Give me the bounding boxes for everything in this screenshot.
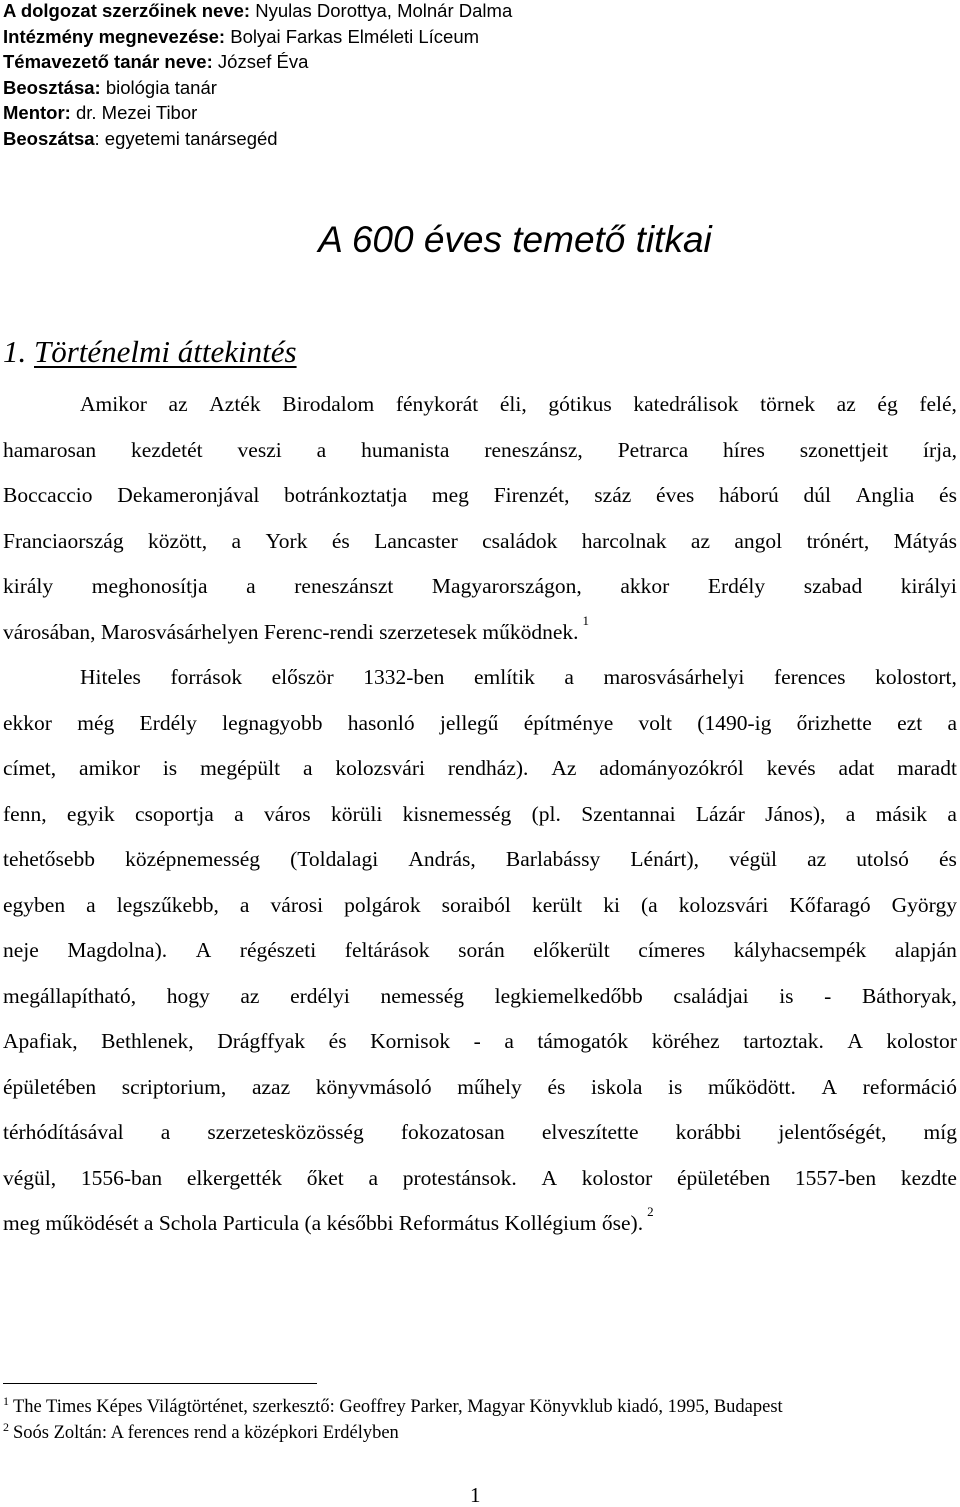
word: utolsó <box>856 847 909 871</box>
word: Amikor <box>80 392 147 416</box>
word: város <box>264 801 311 826</box>
word: A <box>821 1074 838 1099</box>
paragraph-line <box>3 519 957 565</box>
word: angol <box>734 528 783 553</box>
word: ég <box>877 392 898 416</box>
word: törnek <box>760 392 816 416</box>
word: felé, <box>919 392 957 416</box>
word: György <box>891 892 957 917</box>
paragraph-line <box>3 928 957 974</box>
word: még <box>77 710 115 735</box>
institution-line <box>3 24 512 50</box>
mentor-role-line <box>3 126 512 152</box>
word: Báthoryak, <box>861 983 957 1008</box>
word: működött. <box>708 1074 796 1099</box>
word: dúl <box>803 483 831 507</box>
word: végül, <box>3 1165 57 1190</box>
word: humanista <box>361 437 450 462</box>
paragraph-line <box>3 974 957 1020</box>
page-number: 1 <box>470 1483 481 1507</box>
word: kezdte <box>900 1165 957 1190</box>
paragraph-line <box>3 837 957 883</box>
word: kolozsvári <box>335 756 425 780</box>
word: feltárások <box>344 938 430 962</box>
word: is <box>779 983 794 1008</box>
word: - <box>473 1029 481 1053</box>
teacher-role-value: biológia tanár <box>105 76 217 98</box>
word: 1332-ben <box>363 665 445 689</box>
word: reneszánszt <box>294 574 394 598</box>
institution-value: Bolyai Farkas Elméleti Líceum <box>230 25 480 47</box>
word: Lénárt), <box>630 847 700 871</box>
word: körüli <box>330 801 383 826</box>
word: neje <box>3 938 39 962</box>
authors-line <box>3 0 512 24</box>
document-title: A 600 éves temető titkai <box>318 219 712 260</box>
word: Anglia <box>855 483 915 507</box>
word: Birodalom <box>282 392 375 416</box>
word: reformáció <box>862 1074 957 1099</box>
word: címet, <box>3 756 57 780</box>
word: Franciaország <box>3 528 124 553</box>
word: egyben <box>3 892 66 917</box>
author-info-block <box>3 0 512 151</box>
word: a <box>368 1165 378 1190</box>
word: adományozókról <box>599 756 744 780</box>
mentor-line <box>3 100 512 126</box>
word: másik <box>875 801 928 826</box>
word: köréhez <box>651 1029 720 1053</box>
word: elkergették <box>186 1165 282 1190</box>
footnote-text: The Times Képes Világtörténet, szerkesztő: Geoffrey Parker, Magyar Könyvklub kiadó, 1995, Budapest <box>13 1397 783 1417</box>
word: városi <box>270 892 324 917</box>
footnote-1 <box>3 1394 783 1420</box>
footnotes <box>3 1394 783 1446</box>
word: kezdetét <box>131 437 203 462</box>
word: őrizhette <box>796 710 872 735</box>
paragraph-line <box>3 792 957 838</box>
paragraph-line: városában, Marosvásárhelyen Ferenc-rendi szerzetesek működnek. $^1$ <box>3 612 589 644</box>
section-heading <box>3 333 297 371</box>
word: nemesség <box>380 983 465 1008</box>
word: és <box>938 847 957 871</box>
word: szerzetesközösség <box>207 1120 364 1144</box>
word: Firenzét, <box>493 483 570 507</box>
word: Lancaster <box>374 528 458 553</box>
word: 1556-ban <box>80 1165 163 1190</box>
word: tartoztak. <box>743 1029 824 1053</box>
word: ferences <box>773 665 846 689</box>
word: az <box>836 392 856 416</box>
body-text <box>3 382 957 1247</box>
word: említik <box>473 665 535 689</box>
word: Petrarca <box>617 437 689 462</box>
word: ekkor <box>3 710 52 735</box>
word: az <box>240 983 260 1008</box>
word: harcolnak <box>581 528 667 553</box>
word: az <box>168 392 188 416</box>
word: is <box>162 756 178 780</box>
word: azaz <box>251 1074 291 1099</box>
word: a <box>302 756 313 780</box>
word: ezt <box>897 710 923 735</box>
word: jelentőségét, <box>778 1120 887 1144</box>
word: (1490-ig <box>697 710 772 735</box>
paragraph-line <box>3 428 957 474</box>
authors-value: Nyulas Dorottya, Molnár Dalma <box>255 0 513 21</box>
word: régészeti <box>239 938 317 962</box>
word: a <box>246 574 256 598</box>
word: a <box>316 437 327 462</box>
word: és <box>939 483 957 507</box>
word: szabad <box>803 574 863 598</box>
word: egyik <box>66 801 115 826</box>
word: kolostor <box>581 1165 653 1190</box>
paragraph-line <box>3 1065 957 1111</box>
word: a <box>86 892 96 917</box>
word: csoportja <box>135 801 214 826</box>
word: a <box>160 1120 171 1144</box>
word: fenn, <box>3 801 47 826</box>
word: Kőfaragó <box>789 892 871 917</box>
word: meghonosítja <box>91 574 208 598</box>
word: erdélyi <box>290 983 350 1008</box>
word: trónért, <box>806 528 870 553</box>
word: veszi <box>237 437 282 462</box>
word: írja, <box>922 437 957 462</box>
word: Boccaccio <box>3 483 93 507</box>
word: maradt <box>897 756 957 780</box>
paragraph-line <box>3 1110 957 1156</box>
word: éli, <box>499 392 527 416</box>
word: A <box>195 938 212 962</box>
word: a <box>239 892 250 917</box>
word: protestánsok. <box>402 1165 517 1190</box>
word: gótikus <box>548 392 612 416</box>
word: (pl. <box>531 801 561 826</box>
teacher-label: Témavezető tanár neve: <box>3 51 213 72</box>
word: királyi <box>900 574 957 598</box>
mentor-role-value: : egyetemi tanársegéd <box>94 127 278 149</box>
word: megépült <box>200 756 281 780</box>
footnote-2 <box>3 1420 783 1446</box>
word: András, <box>408 847 476 871</box>
word: Drágffyak <box>217 1029 306 1053</box>
word: a <box>234 801 244 826</box>
word: Az <box>551 756 577 780</box>
teacher-role-label: Beosztása: <box>3 76 101 98</box>
word: A <box>541 1165 558 1190</box>
word: hasonló <box>347 710 415 735</box>
word: az <box>807 847 827 871</box>
word: őket <box>306 1165 344 1190</box>
teacher-role-line <box>3 75 512 101</box>
word: a <box>564 665 574 689</box>
footnote-text: Soós Zoltán: A ferences rend a középkori Erdélyben <box>13 1423 399 1443</box>
word: előkerült <box>533 938 610 962</box>
institution-label: Intézmény megnevezése: <box>3 25 226 47</box>
word: tehetősebb <box>3 847 95 871</box>
footnote-separator <box>3 1383 317 1384</box>
word: Erdély <box>707 574 766 598</box>
word: fokozatosan <box>400 1120 505 1144</box>
word: Apafiak, <box>3 1029 78 1053</box>
word: száz <box>594 483 632 507</box>
word: A <box>847 1029 863 1053</box>
word: Mátyás <box>893 528 957 553</box>
word: épületében <box>3 1074 97 1099</box>
word: műhely <box>457 1074 522 1099</box>
word: az <box>690 528 710 553</box>
word: adat <box>838 756 875 780</box>
word: - <box>824 983 832 1008</box>
word: alapján <box>894 938 957 962</box>
paragraph-line <box>3 883 957 929</box>
word: meg <box>431 483 469 507</box>
word: Barlabássy <box>505 847 601 871</box>
word: kisnemesség <box>402 801 512 826</box>
word: botránkoztatja <box>284 483 408 507</box>
word: a <box>845 801 856 826</box>
word: szonettjeit <box>799 437 889 462</box>
word: (Toldalagi <box>290 847 379 871</box>
word: és <box>331 528 350 553</box>
word: Erdély <box>139 710 197 735</box>
word: Dekameronjával <box>117 483 260 507</box>
word: reneszánsz, <box>484 437 583 462</box>
word: ki <box>603 892 620 917</box>
word: épületében <box>677 1165 771 1190</box>
word: hogy <box>166 983 210 1008</box>
word: támogatók <box>537 1029 629 1053</box>
word: címeres <box>638 938 706 962</box>
teacher-value: József Éva <box>217 51 309 72</box>
word: soraiból <box>441 892 511 917</box>
word: kevés <box>766 756 816 780</box>
word: legkiemelkedőbb <box>494 983 643 1008</box>
word: korábbi <box>675 1120 742 1144</box>
word: a <box>947 801 957 826</box>
paragraph-line <box>3 1019 957 1065</box>
word: éves <box>656 483 695 507</box>
paragraph-line: meg működését a Schola Particula (a későbbi Református Kollégium őse). $^2$ <box>3 1204 654 1235</box>
paragraph-line <box>3 701 957 747</box>
footnote-ref-2: 2 <box>647 1204 654 1219</box>
word: János), <box>765 801 826 826</box>
word: források <box>170 665 243 689</box>
paragraph-line <box>3 382 957 428</box>
word: amikor <box>79 756 140 780</box>
word: Magyarországon, <box>431 574 582 598</box>
word: kolostort, <box>875 665 957 689</box>
section-heading-text: Történelmi áttekintés <box>34 334 297 369</box>
word: jellegű <box>439 710 499 735</box>
footnote-ref-1: 1 <box>582 612 589 628</box>
word: scriptorium, <box>121 1074 227 1099</box>
word: katedrálisok <box>633 392 739 416</box>
word: York <box>265 528 308 553</box>
word: családok <box>482 528 558 553</box>
word: először <box>271 665 334 689</box>
paragraph-line <box>3 473 957 519</box>
word: akkor <box>620 574 670 598</box>
mentor-value: dr. Mezei Tibor <box>75 102 198 123</box>
word: és <box>328 1029 347 1053</box>
paragraph-line <box>3 655 957 701</box>
footnote-number: 1 <box>3 1394 9 1408</box>
word: végül <box>729 847 777 871</box>
word: király <box>3 574 54 598</box>
footnote-number: 2 <box>3 1420 9 1434</box>
word: Bethlenek, <box>101 1029 194 1053</box>
word: könyvmásoló <box>315 1074 432 1099</box>
word: a <box>504 1029 514 1053</box>
word: és <box>547 1074 566 1099</box>
mentor-label: Mentor: <box>3 102 71 123</box>
paragraph-line <box>3 1156 957 1202</box>
word: rendház). <box>447 756 529 780</box>
word: megállapítható, <box>3 983 137 1008</box>
word: Lázár <box>695 801 745 826</box>
word: volt <box>638 710 672 735</box>
word: híres <box>723 437 765 462</box>
word: a <box>231 528 242 553</box>
word: is <box>668 1074 683 1099</box>
word: Magdolna). <box>67 938 168 962</box>
word: Szentannai <box>581 801 676 826</box>
word: míg <box>923 1120 957 1144</box>
word: között, <box>147 528 208 553</box>
paragraph-line <box>3 564 957 610</box>
word: kályhacsempék <box>733 938 867 962</box>
word: családjai <box>673 983 749 1008</box>
word: építménye <box>523 710 614 735</box>
word: kolozsvári <box>678 892 769 917</box>
word: hamarosan <box>3 437 97 462</box>
word: elveszítette <box>541 1120 639 1144</box>
word: legszűkebb, <box>116 892 219 917</box>
word: háború <box>719 483 779 507</box>
word: legnagyobb <box>222 710 323 735</box>
teacher-line <box>3 49 512 75</box>
word: Azték <box>209 392 261 416</box>
word: középnemesség <box>125 847 260 871</box>
word: Hiteles <box>80 665 141 689</box>
authors-label: A dolgozat szerzőinek neve: <box>3 0 251 21</box>
word: fénykorát <box>395 392 479 416</box>
word: marosvásárhelyi <box>603 665 745 689</box>
word: iskola <box>591 1074 643 1099</box>
section-number: 1. <box>3 334 27 369</box>
word: során <box>458 938 505 962</box>
word: 1557-ben <box>794 1165 877 1190</box>
word: kolostor <box>886 1029 957 1053</box>
word: (a <box>641 892 658 917</box>
paragraph-line <box>3 746 957 792</box>
word: térhódításával <box>3 1120 124 1144</box>
word: a <box>947 710 957 735</box>
word: Kornisok <box>370 1029 451 1053</box>
word: polgárok <box>344 892 421 917</box>
mentor-role-label: Beoszátsa <box>3 127 95 149</box>
word: került <box>531 892 583 917</box>
